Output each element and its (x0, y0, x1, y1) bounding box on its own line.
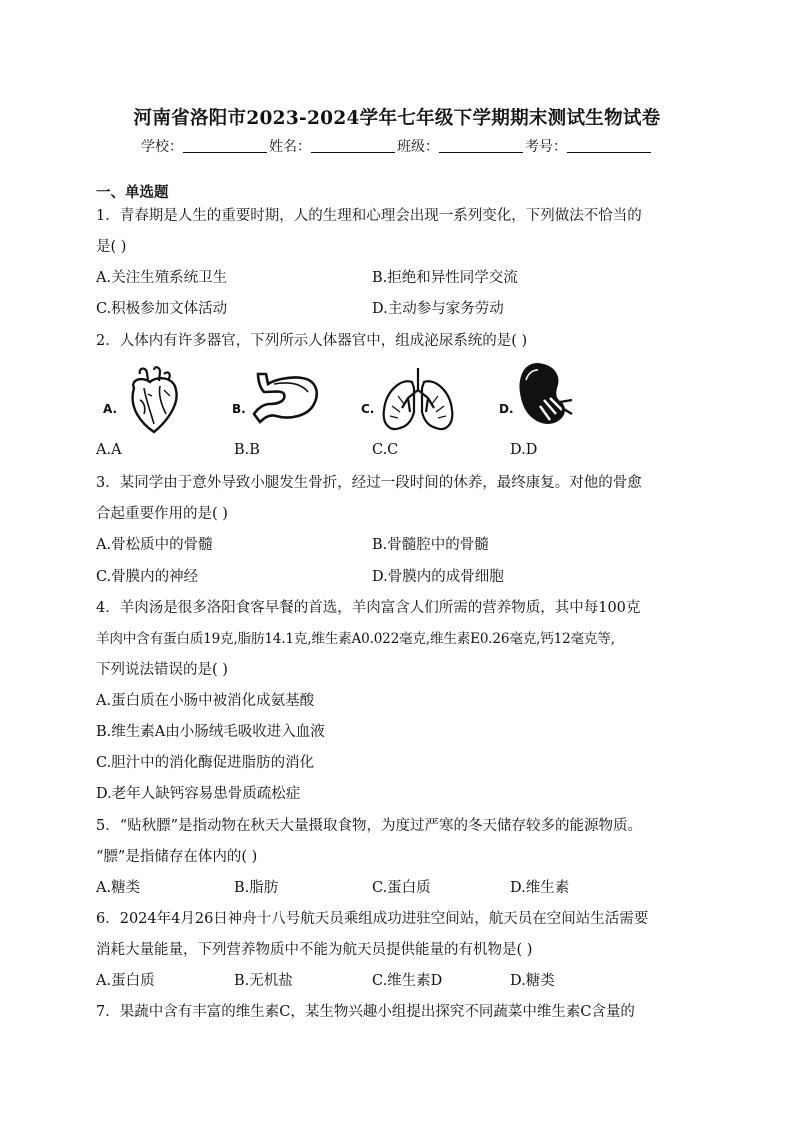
question-4-option-a[interactable]: A.蛋白质在小肠中被消化成氨基酸 (96, 693, 315, 709)
question-3-line-2: 合起重要作用的是( ) (96, 506, 228, 522)
question-5-option-a[interactable]: A.糖类 (96, 880, 141, 896)
question-2-option-c[interactable]: C.C (372, 442, 399, 458)
question-4-option-d[interactable]: D.老年人缺钙容易患骨质疏松症 (96, 786, 301, 802)
question-2-option-a[interactable]: A.A (96, 442, 122, 458)
question-2-option-b[interactable]: B.B (234, 442, 260, 458)
question-4-line-2: 羊肉中含有蛋白质19克,脂肪14.1克,维生素A0.022毫克,维生素E0.26毫克,钙12毫克等, (96, 631, 615, 647)
question-6-option-c[interactable]: C.维生素D (372, 973, 443, 989)
question-6-option-d[interactable]: D.糖类 (510, 973, 555, 989)
question-2-option-d[interactable]: D.D (510, 442, 538, 458)
question-1-option-b[interactable]: B.拒绝和异性同学交流 (372, 270, 518, 286)
question-3-option-d[interactable]: D.骨膜内的成骨细胞 (372, 569, 504, 585)
question-6-option-b[interactable]: B.无机盐 (234, 973, 293, 989)
school-label: 学校： (141, 139, 183, 155)
question-6-line-2: 消耗大量能量，下列营养物质中不能为航天员提供能量的有机物是( ) (96, 942, 533, 958)
question-2-line-1: 2．人体内有许多器官，下列所示人体器官中，组成泌尿系统的是( ) (96, 333, 528, 349)
question-4-option-b[interactable]: B.维生素A由小肠绒毛吸收进入血液 (96, 724, 325, 740)
figure-label-b: B. (232, 402, 246, 416)
name-label: 姓名： (269, 139, 311, 155)
section-heading: 一、单选题 (96, 184, 169, 201)
number-blank[interactable] (567, 138, 651, 153)
question-1-line-2: 是( ) (96, 239, 127, 255)
class-label: 班级： (397, 139, 439, 155)
figure-label-a: A. (103, 402, 118, 416)
class-blank[interactable] (439, 138, 523, 153)
question-3-option-a[interactable]: A.骨松质中的骨髓 (96, 537, 213, 553)
question-1-line-1: 1．青春期是人生的重要时期，人的生理和心理会出现一系列变化，下列做法不恰当的 (96, 208, 642, 224)
question-5-option-b[interactable]: B.脂肪 (234, 880, 279, 896)
figure-label-c: C. (361, 402, 375, 416)
question-1-option-d[interactable]: D.主动参与家务劳动 (372, 301, 504, 317)
number-label: 考号： (525, 139, 567, 155)
question-3-option-b[interactable]: B.骨髓腔中的骨髓 (372, 537, 489, 553)
question-5-line-1: 5．“贴秋膘”是指动物在秋天大量摄取食物，为度过严寒的冬天储存较多的能源物质。 (96, 818, 643, 834)
question-3-line-1: 3．某同学由于意外导致小腿发生骨折，经过一段时间的休养，最终康复。对他的骨愈 (96, 475, 642, 491)
heart-icon (120, 366, 190, 436)
exam-title: 河南省洛阳市2023-2024学年七年级下学期期末测试生物试卷 (133, 108, 661, 129)
school-blank[interactable] (183, 138, 267, 153)
question-4-line-3: 下列说法错误的是( ) (96, 662, 228, 678)
question-4-line-1: 4．羊肉汤是很多洛阳食客早餐的首选，羊肉富含人们所需的营养物质，其中每100克 (96, 600, 641, 616)
question-1-option-a[interactable]: A.关注生殖系统卫生 (96, 270, 228, 286)
question-3-option-c[interactable]: C.骨膜内的神经 (96, 569, 199, 585)
name-blank[interactable] (311, 138, 395, 153)
question-7-line-1: 7．果蔬中含有丰富的维生素C，某生物兴趣小组提出探究不同蔬菜中维生素C含量的 (96, 1004, 635, 1020)
figure-label-d: D. (499, 402, 514, 416)
question-5-option-d[interactable]: D.维生素 (510, 880, 570, 896)
question-5-line-2: “膘”是指储存在体内的( ) (96, 849, 258, 865)
lungs-icon (378, 366, 458, 434)
question-6-option-a[interactable]: A.蛋白质 (96, 973, 155, 989)
question-4-option-c[interactable]: C.胆汁中的消化酶促进脂肪的消化 (96, 755, 315, 771)
question-6-line-1: 6．2024年4月26日神舟十八号航天员乘组成功进驻空间站，航天员在空间站生活需要 (96, 911, 649, 927)
student-info-line (0, 136, 794, 156)
question-1-option-c[interactable]: C.积极参加文体活动 (96, 301, 228, 317)
kidney-icon (516, 360, 576, 428)
question-5-option-c[interactable]: C.蛋白质 (372, 880, 431, 896)
stomach-icon (250, 370, 322, 428)
